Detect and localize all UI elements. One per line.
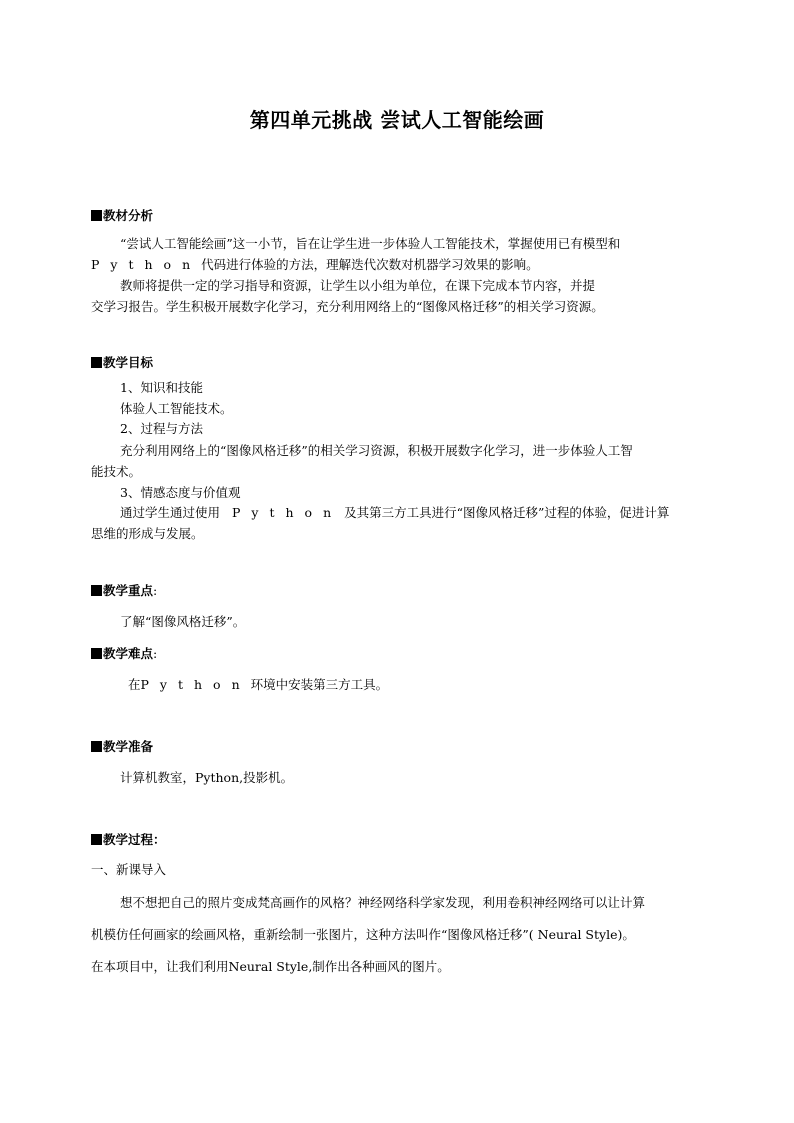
- section-heading-process: 教学过程：: [91, 832, 166, 848]
- goal-item2-title: 2、过程与方法: [120, 421, 203, 436]
- section-heading-goals: 教学目标: [91, 355, 153, 371]
- goal-item3-line2: 思维的形成与发展。: [91, 526, 204, 541]
- python-text: Python: [232, 505, 343, 520]
- page-title: 第四单元挑战 尝试人工智能绘画: [249, 108, 545, 132]
- goal-item3-title: 3、情感态度与价值观: [120, 485, 241, 500]
- process-para-line3: 在本项目中，让我们利用Neural Style,制作出各种画风的图片。: [91, 959, 450, 974]
- square-bullet-icon: [91, 210, 102, 221]
- process-para-line2: 机模仿任何画家的绘画风格，重新绘制一张图片，这种方法叫作“图像风格迁移”( Neural Style)。: [91, 927, 635, 942]
- square-bullet-icon: [91, 834, 102, 845]
- section-heading-analysis: 教材分析: [91, 208, 153, 224]
- square-bullet-icon: [91, 585, 102, 596]
- square-bullet-icon: [91, 741, 102, 752]
- goal-item3-line1: 通过学生通过使用 Python 及其第三方工具进行“图像风格迁移”过程的体验，促进计算: [120, 505, 670, 520]
- process-para-line1: 想不想把自己的照片变成梵高画作的风格？神经网络科学家发现，利用卷积神经网络可以让计算: [120, 895, 646, 910]
- goal-item2-line2: 能技术。: [91, 464, 142, 479]
- analysis-para2-line2: 交学习报告。学生积极开展数字化学习，充分利用网络上的“图像风格迁移”的相关学习资源。: [91, 299, 604, 314]
- goal-item1-text: 体验人工智能技术。: [120, 401, 233, 416]
- difficult-point-text: 在Python环境中安装第三方工具。: [128, 677, 389, 692]
- square-bullet-icon: [91, 648, 102, 659]
- process-sub1: 一、新课导入: [91, 862, 167, 877]
- analysis-para2-line1: 教师将提供一定的学习指导和资源，让学生以小组为单位，在课下完成本节内容，并提: [120, 278, 596, 293]
- python-text: Python: [140, 677, 251, 692]
- goal-item1-title: 1、知识和技能: [120, 380, 203, 395]
- key-point-text: 了解“图像风格迁移”。: [120, 614, 246, 629]
- python-text: Python: [91, 257, 202, 272]
- analysis-para1-line1: “尝试人工智能绘画”这一小节，旨在让学生进一步体验人工智能技术，掌握使用已有模型和: [120, 236, 621, 251]
- section-heading-key: 教学重点:: [91, 583, 157, 599]
- analysis-para1-line2: Python代码进行体验的方法，理解迭代次数对机器学习效果的影响。: [91, 257, 539, 272]
- square-bullet-icon: [91, 357, 102, 368]
- goal-item2-line1: 充分利用网络上的“图像风格迁移”的相关学习资源，积极开展数字化学习，进一步体验人工智: [120, 443, 633, 458]
- prep-text: 计算机教室，Python,投影机。: [120, 770, 294, 785]
- section-heading-difficult: 教学难点:: [91, 646, 157, 662]
- section-heading-prep: 教学准备: [91, 739, 153, 755]
